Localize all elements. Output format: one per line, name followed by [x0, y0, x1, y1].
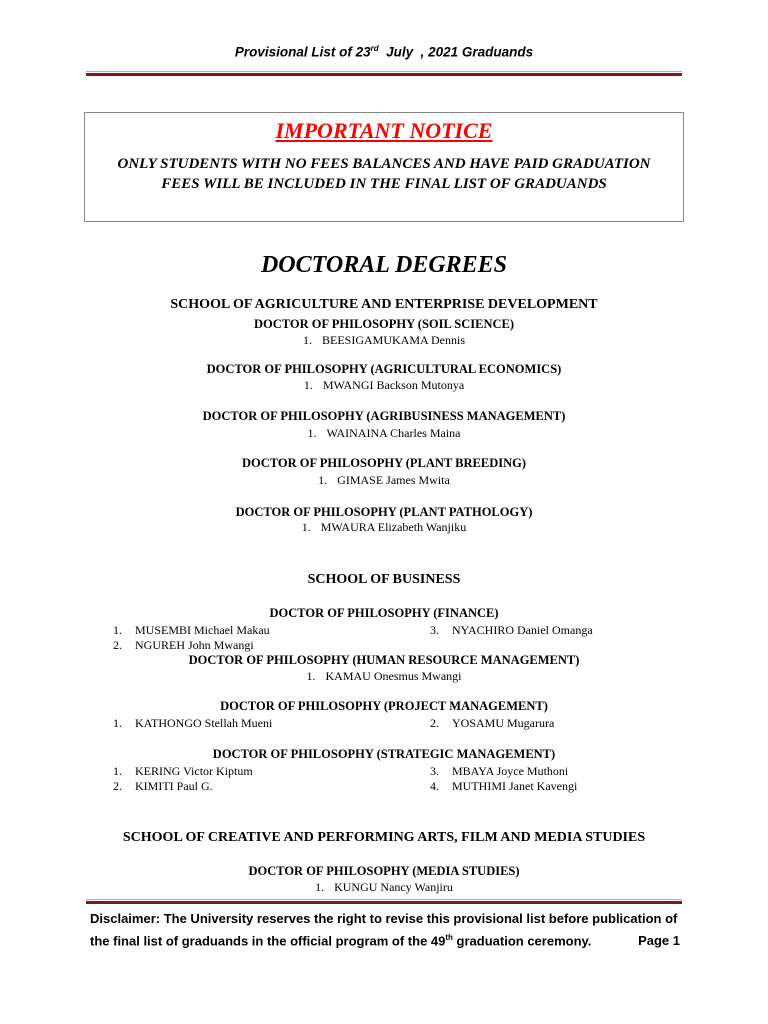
school-heading-business: SCHOOL OF BUSINESS: [307, 572, 461, 587]
program-heading: DOCTOR OF PHILOSOPHY (SOIL SCIENCE): [254, 317, 514, 331]
student-entry: [113, 764, 253, 779]
student-name: MWANGI Backson Mutonya: [322, 378, 465, 392]
notice-body: ONLY STUDENTS WITH NO FEES BALANCES AND HAVE PAID GRADUATION FEES WILL BE INCLUDED IN THE FINAL LIST OF GRADUANDS: [117, 156, 651, 192]
student-entry: [430, 623, 593, 638]
footer-rule: [86, 899, 682, 904]
student-entry: [113, 638, 254, 653]
student-number: 3.: [430, 623, 439, 637]
program-heading: DOCTOR OF PHILOSOPHY (STRATEGIC MANAGEMENT): [212, 747, 556, 761]
program-heading: DOCTOR OF PHILOSOPHY (MEDIA STUDIES): [248, 864, 520, 878]
important-notice-box: [84, 112, 684, 222]
program-heading: DOCTOR OF PHILOSOPHY (AGRICULTURAL ECONOMICS): [206, 362, 562, 376]
page-number: Page 1: [638, 933, 680, 949]
student-number: 3.: [430, 764, 439, 778]
student-number: 1.: [113, 623, 122, 637]
student-entry: [0, 378, 768, 393]
student-entry: [430, 716, 554, 731]
student-name: GIMASE James Mwita: [337, 473, 450, 487]
header-title-pre: Provisional List of 23: [234, 44, 371, 60]
school-heading-agriculture: SCHOOL OF AGRICULTURE AND ENTERPRISE DEVELOPMENT: [170, 297, 598, 312]
student-entry: [0, 473, 768, 488]
student-number: 1.: [307, 426, 317, 440]
student-number: 1.: [318, 473, 328, 487]
disclaimer: [90, 909, 680, 950]
program-heading: DOCTOR OF PHILOSOPHY (PLANT BREEDING): [241, 456, 527, 470]
student-number: 2.: [113, 779, 122, 793]
student-number: 1.: [302, 333, 312, 347]
student-number: 1.: [113, 716, 122, 730]
student-name: MWAURA Elizabeth Wanjiku: [320, 520, 467, 534]
student-entry: [113, 779, 213, 794]
student-entry: [430, 779, 577, 794]
student-number: 1.: [303, 378, 313, 392]
student-name: YOSAMU Mugarura: [452, 716, 555, 730]
program-heading: DOCTOR OF PHILOSOPHY (PROJECT MANAGEMENT): [220, 699, 548, 713]
disclaimer-text-sup: th: [445, 933, 453, 942]
student-number: 2.: [113, 638, 122, 652]
student-name: MBAYA Joyce Muthoni: [452, 764, 569, 778]
doctoral-degrees-title: DOCTORAL DEGREES: [260, 252, 508, 278]
student-number: 1.: [301, 520, 311, 534]
student-name: KATHONGO Stellah Mueni: [135, 716, 273, 730]
student-entry: [430, 764, 568, 779]
student-name: KERING Victor Kiptum: [135, 764, 253, 778]
program-heading: DOCTOR OF PHILOSOPHY (FINANCE): [269, 606, 499, 620]
school-heading-creative: SCHOOL OF CREATIVE AND PERFORMING ARTS, FILM AND MEDIA STUDIES: [122, 830, 646, 845]
student-name: BEESIGAMUKAMA Dennis: [321, 333, 465, 347]
student-name: WAINAINA Charles Maina: [326, 426, 461, 440]
student-entry: [113, 716, 272, 731]
student-entry: [0, 880, 768, 895]
header-rule: [86, 71, 682, 76]
header-title-post: July , 2021 Graduands: [378, 44, 534, 60]
student-name: MUSEMBI Michael Makau: [135, 623, 270, 637]
program-heading: DOCTOR OF PHILOSOPHY (PLANT PATHOLOGY): [235, 505, 533, 519]
program-heading: DOCTOR OF PHILOSOPHY (AGRIBUSINESS MANAGEMENT): [202, 409, 566, 423]
disclaimer-text-post: graduation ceremony.: [452, 933, 592, 949]
student-name: KIMITI Paul G.: [135, 779, 213, 793]
program-heading: DOCTOR OF PHILOSOPHY (HUMAN RESOURCE MANAGEMENT): [188, 653, 580, 667]
student-number: 2.: [430, 716, 439, 730]
student-name: KUNGU Nancy Wanjiru: [334, 880, 453, 894]
student-number: 4.: [430, 779, 439, 793]
student-number: 1.: [306, 669, 316, 683]
student-name: NGUREH John Mwangi: [135, 638, 254, 652]
header-title-sup: rd: [370, 44, 379, 53]
page-header: [0, 44, 768, 60]
student-entry: [0, 669, 768, 684]
disclaimer-text-pre: The University reserves the right to revise this provisional list before publication of the final list of graduands in the official program of the 49: [90, 911, 678, 949]
student-entry: [0, 426, 768, 441]
student-entry: [113, 623, 270, 638]
student-number: 1.: [113, 764, 122, 778]
student-number: 1.: [315, 880, 325, 894]
student-name: MUTHIMI Janet Kavengi: [452, 779, 578, 793]
notice-title: IMPORTANT NOTICE: [275, 118, 493, 143]
student-entry: [0, 520, 768, 535]
student-entry: [0, 333, 768, 348]
student-name: KAMAU Onesmus Mwangi: [325, 669, 462, 683]
disclaimer-label: Disclaimer:: [90, 911, 161, 926]
student-name: NYACHIRO Daniel Omanga: [452, 623, 593, 637]
